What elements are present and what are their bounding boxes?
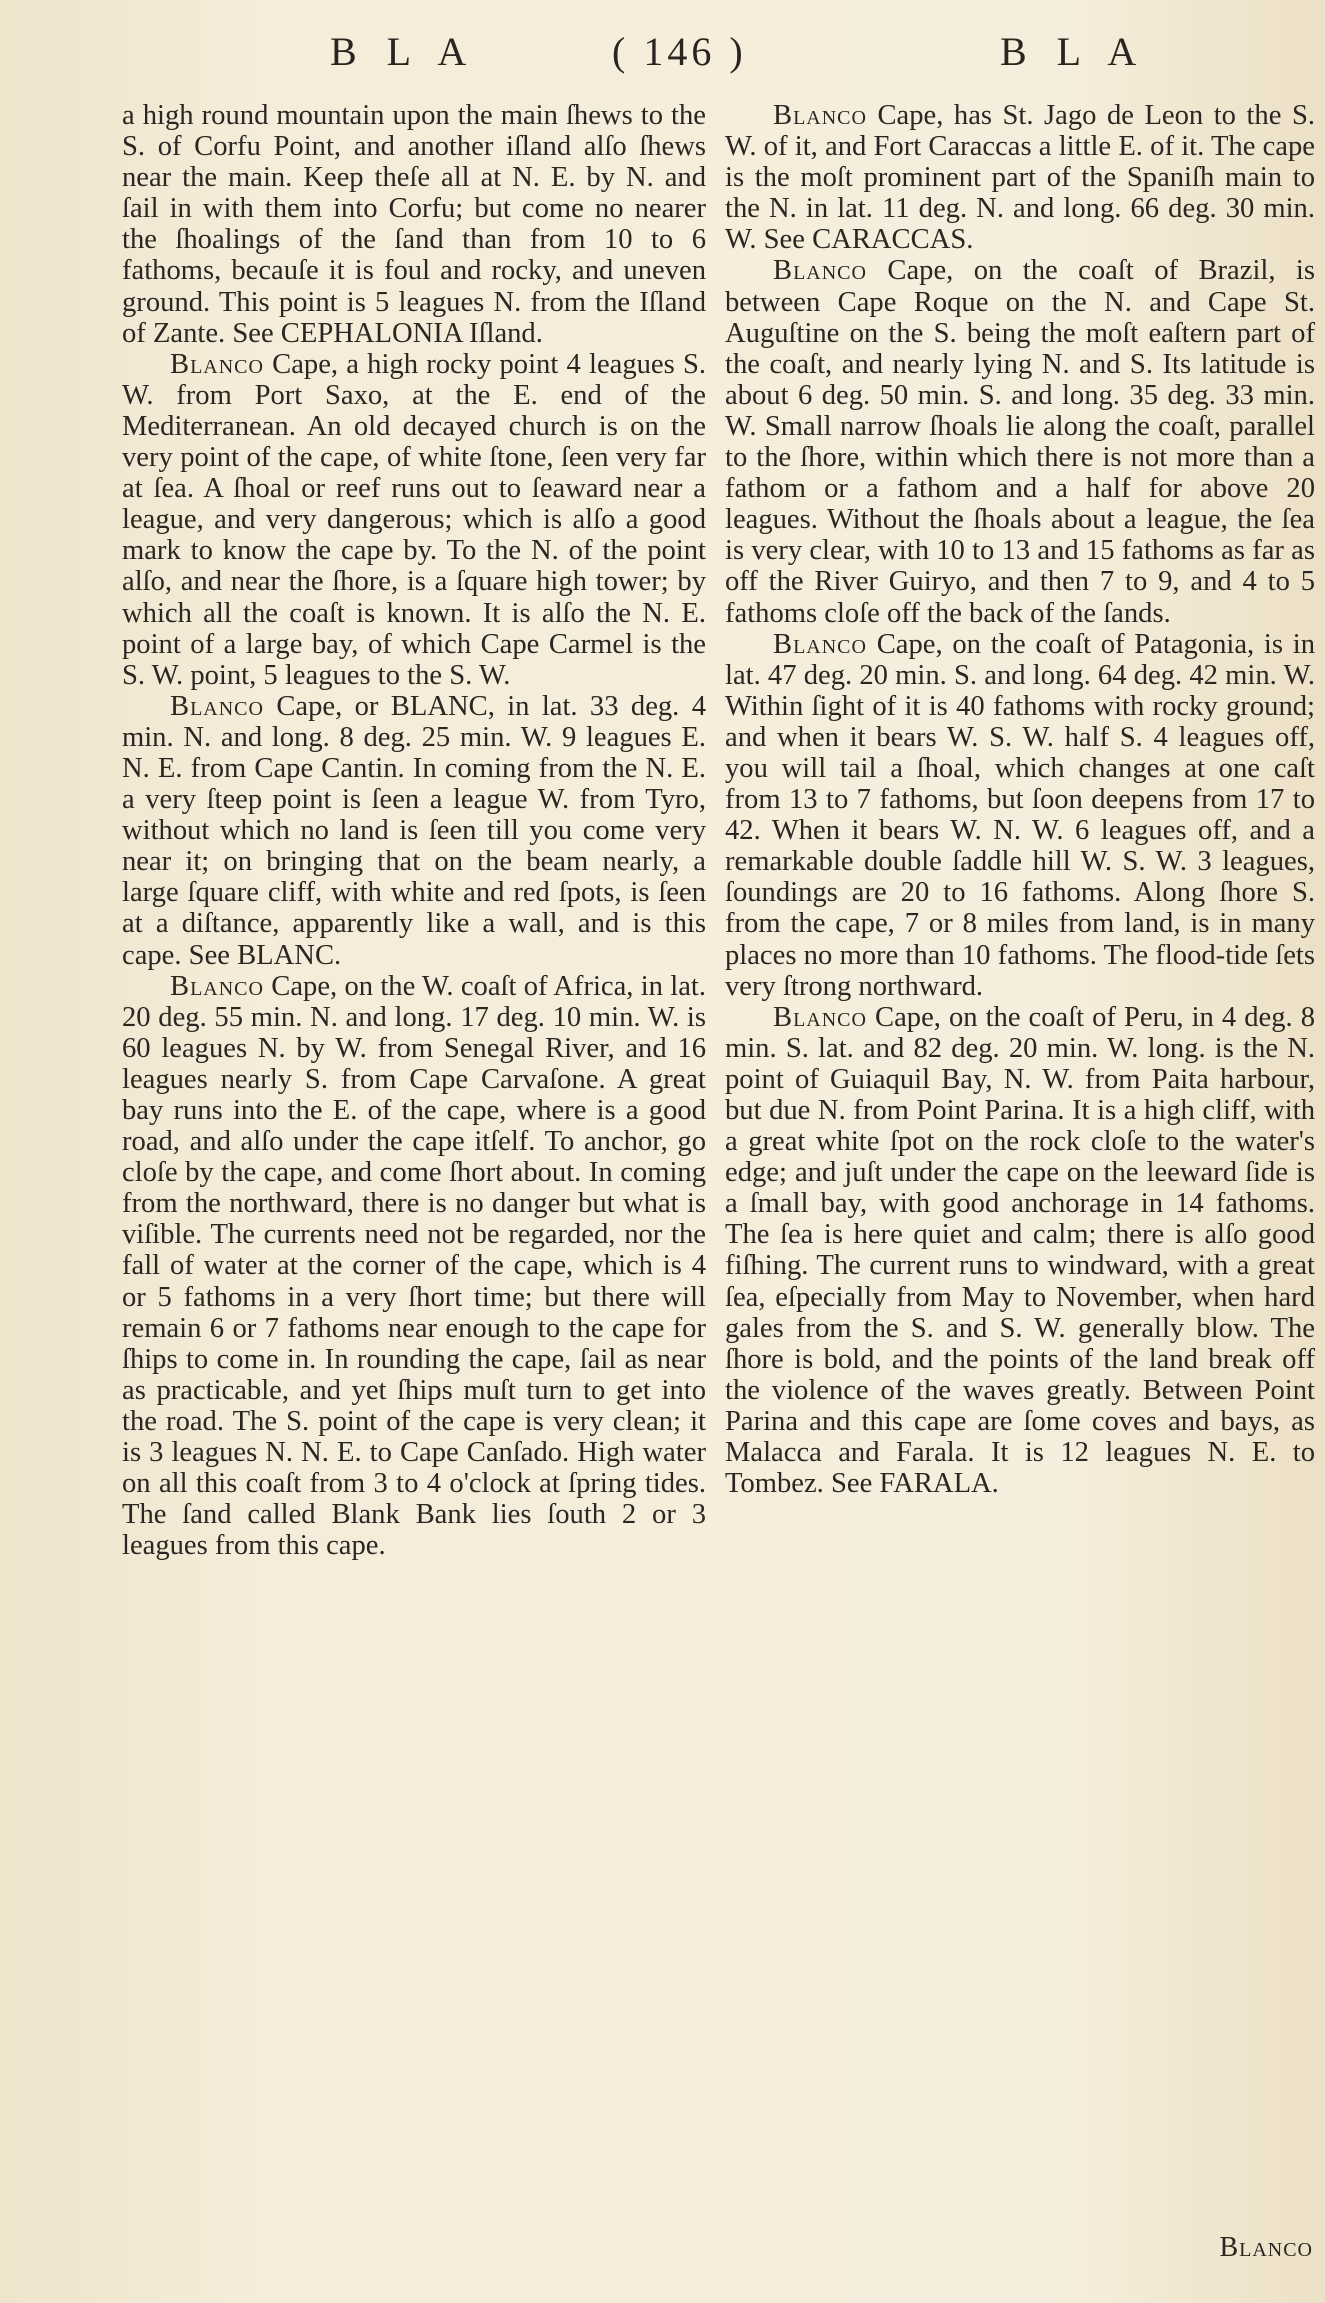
entry-headword: Blanco — [170, 348, 264, 380]
entry-text: Cape, or BLANC, in lat. 33 deg. 4 min. N. and long. 8 deg. 25 min. W. 9 leagues E. N. E. from Cape Cantin. In coming from the N. E. a very ſteep point is ſeen a league W. from Tyro, without which no land is ſeen till you come very near it; on bringing that on the beam nearly, a large ſquare cliff, with white and red ſpots, is ſeen at a diſtance, apparently like a wall, and is this cape. See BLANC. — [122, 690, 706, 971]
entry-text: a high round mountain upon the main ſhews to the S. of Corfu Point, and another iſland alſo ſhews near the main. Keep theſe all at N. E. by N. and ſail in with them into Corfu; but come no nearer the ſhoalings of the ſand than from 10 to 6 fathoms, becauſe it is foul and rocky, and uneven ground. This point is 5 leagues N. from the Iſland of Zante. See CEPHALONIA Iſland. — [122, 100, 706, 349]
entry-headword: Blanco — [773, 100, 867, 131]
entry-paragraph — [725, 629, 1315, 1002]
header-right-guide-word: B L A — [1000, 29, 1147, 74]
page-number: ( 146 ) — [612, 29, 747, 74]
entry-text: Cape, has St. Jago de Leon to the S. W. of it, and Fort Caraccas a little E. of it. The cape is the moſt prominent part of the Spaniſh main to the N. in lat. 11 deg. N. and long. 66 deg. 30 min. W. See CARACCAS. — [725, 100, 1315, 256]
entry-headword: Blanco — [773, 1001, 867, 1033]
entry-headword: Blanco — [170, 970, 264, 1002]
entry-headword: Blanco — [773, 628, 867, 660]
entry-text: Cape, on the coaſt of Peru, in 4 deg. 8 min. S. lat. and 82 deg. 20 min. W. long. is the N. point of Guiaquil Bay, N. W. from Paita harbour, but due N. from Point Parina. It is a high cliff, with a great white ſpot on the rock cloſe to the water's edge; and juſt under the cape on the leeward ſide is a ſmall bay, with good anchorage in 14 fathoms. The ſea is here quiet and calm; there is alſo good fiſhing. The current runs to windward, with a great ſea, eſpecially from May to November, when hard gales from the S. and S. W. generally blow. The ſhore is bold, and the points of the land break off the violence of the waves greatly. Between Point Parina and this cape are ſome coves and bays, as Malacca and Farala. It is 12 leagues N. E. to Tombez. See FARALA. — [725, 1001, 1315, 1500]
entry-headword: Blanco — [773, 255, 867, 287]
right-column — [725, 100, 1315, 1499]
entry-paragraph — [725, 255, 1315, 628]
entry-text: Cape, on the coaſt of Brazil, is between Cape Roque on the N. and Cape St. Auguſtine on the S. being the moſt eaſtern part of the coaſt, and nearly lying N. and S. Its latitude is about 6 deg. 50 min. S. and long. 35 deg. 33 min. W. Small narrow ſhoals lie along the coaſt, parallel to the ſhore, within which there is not more than a fathom or a fathom and a half for above 20 leagues. Without the ſhoals about a league, the ſea is very clear, with 10 to 13 and 15 fathoms as far as off the River Guiryo, and then 7 to 9, and 4 to 5 fathoms cloſe off the back of the ſands. — [725, 255, 1315, 629]
entry-text: Cape, a high rocky point 4 leagues S. W. from Port Saxo, at the E. end of the Mediterranean. An old decayed church is on the very point of the cape, of white ſtone, ſeen very far at ſea. A ſhoal or reef runs out to ſeaward near a league, and very dangerous; which is alſo a good mark to know the cape by. To the N. of the point alſo, and near the ſhore, is a ſquare high tower; by which all the coaſt is known. It is alſo the N. E. point of a large bay, of which Cape Carmel is the S. W. point, 5 leagues to the S. W. — [122, 348, 706, 691]
catchword: Blanco — [1219, 2232, 1313, 2263]
header-left-guide-word: B L A — [330, 29, 477, 74]
entry-paragraph — [725, 100, 1315, 255]
entry-paragraph — [122, 349, 706, 691]
entry-paragraph — [122, 971, 706, 1562]
running-header — [0, 28, 1325, 88]
entry-paragraph — [122, 100, 706, 349]
entry-headword: Blanco — [170, 690, 264, 722]
left-column — [122, 100, 706, 1561]
entry-text: Cape, on the W. coaſt of Africa, in lat. 20 deg. 55 min. N. and long. 17 deg. 10 min. W. is 60 leagues N. by W. from Senegal River, and 16 leagues nearly S. from Cape Carvaſone. A great bay runs into the E. of the cape, where is a good road, and alſo under the cape itſelf. To anchor, go cloſe by the cape, and come ſhort about. In coming from the northward, there is no danger but what is viſible. The currents need not be regarded, nor the fall of water at the corner of the cape, which is 4 or 5 fathoms in a very ſhort time; but there will remain 6 or 7 fathoms near enough to the cape for ſhips to come in. In rounding the cape, ſail as near as practicable, and yet ſhips muſt turn to get into the road. The S. point of the cape is very clean; it is 3 leagues N. N. E. to Cape Canſado. High water on all this coaſt from 3 to 4 o'clock at ſpring tides. The ſand called Blank Bank lies ſouth 2 or 3 leagues from this cape. — [122, 970, 706, 1562]
entry-paragraph — [725, 1002, 1315, 1500]
entry-paragraph — [122, 691, 706, 971]
entry-text: Cape, on the coaſt of Patagonia, is in lat. 47 deg. 20 min. S. and long. 64 deg. 42 min. W. Within ſight of it is 40 fathoms with rocky ground; and when it bears W. S. W. half S. 4 leagues off, you will tail a ſhoal, which changes at one caſt from 13 to 7 fathoms, but ſoon deepens from 17 to 42. When it bears W. N. W. 6 leagues off, and a remarkable double ſaddle hill W. S. W. 3 leagues, ſoundings are 20 to 16 fathoms. Along ſhore S. from the cape, 7 or 8 miles from land, is in many places no more than 10 fathoms. The flood-tide ſets very ſtrong northward. — [725, 628, 1315, 1002]
